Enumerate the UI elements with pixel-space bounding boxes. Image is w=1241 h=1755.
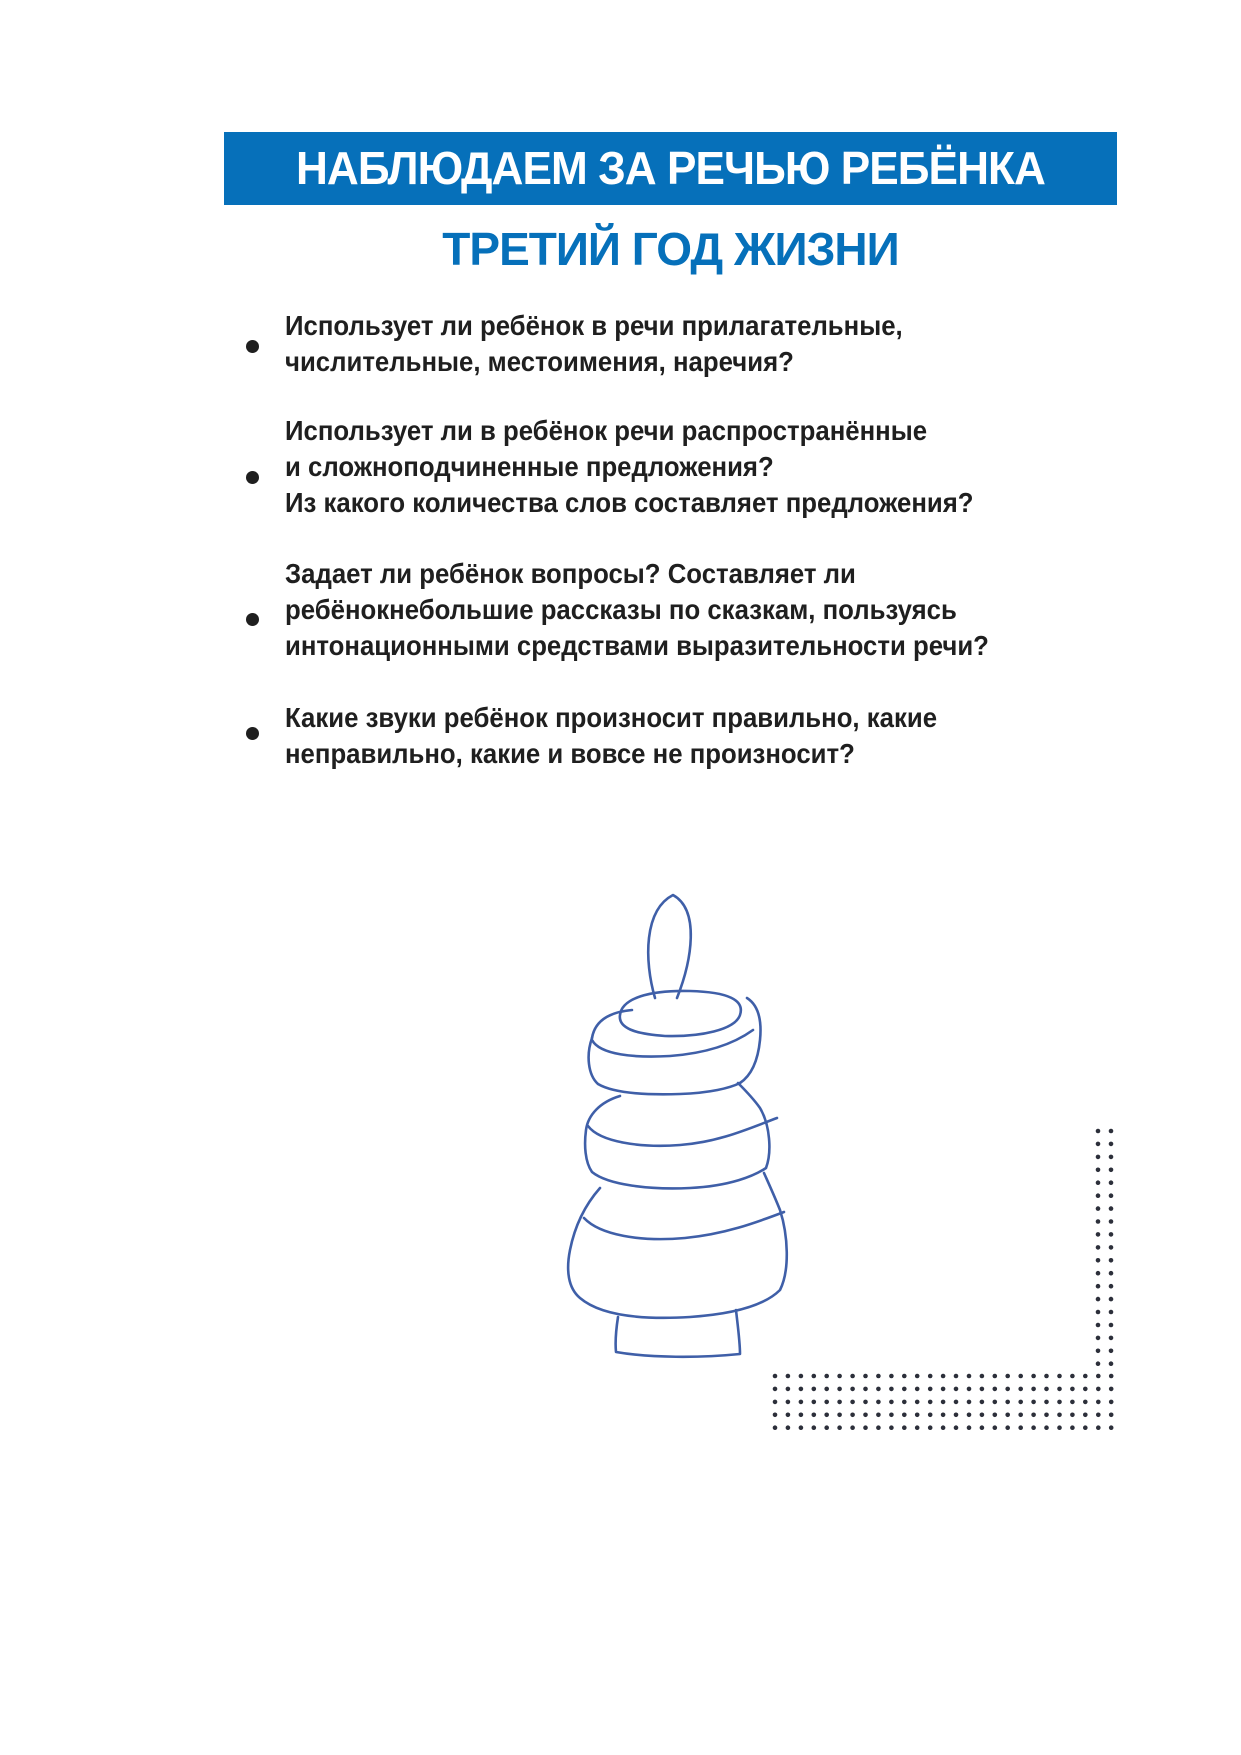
decor-dot bbox=[1018, 1413, 1023, 1418]
decor-dot bbox=[993, 1400, 998, 1405]
page-subtitle: ТРЕТИЙ ГОД ЖИЗНИ bbox=[442, 223, 899, 275]
decor-dot bbox=[941, 1387, 946, 1392]
decor-dot bbox=[1070, 1413, 1075, 1418]
decor-dot bbox=[928, 1413, 933, 1418]
decor-dot bbox=[1109, 1297, 1114, 1302]
decor-dot bbox=[954, 1374, 959, 1379]
decor-dot bbox=[1109, 1168, 1114, 1173]
decor-dot bbox=[812, 1425, 817, 1430]
decor-dot bbox=[967, 1413, 972, 1418]
decor-dot bbox=[1005, 1425, 1010, 1430]
decor-dot bbox=[1044, 1400, 1049, 1405]
decor-dot bbox=[1031, 1413, 1036, 1418]
question-line: интонационными средствами выразительности речи? bbox=[285, 630, 989, 661]
decor-dot bbox=[850, 1413, 855, 1418]
decor-dot bbox=[1057, 1413, 1062, 1418]
question-item bbox=[285, 308, 1145, 380]
question-line: Использует ли ребёнок в речи прилагательные, bbox=[285, 310, 903, 341]
decor-dot bbox=[1096, 1168, 1101, 1173]
decor-dot bbox=[915, 1425, 920, 1430]
question-line: неправильно, какие и вовсе не произносит? bbox=[285, 738, 855, 769]
decor-dot bbox=[799, 1387, 804, 1392]
decor-dot bbox=[837, 1387, 842, 1392]
decor-dot bbox=[889, 1374, 894, 1379]
decor-dot bbox=[824, 1387, 829, 1392]
decor-dot bbox=[941, 1400, 946, 1405]
decor-dot bbox=[941, 1374, 946, 1379]
decor-dot bbox=[1109, 1284, 1114, 1289]
decor-dot bbox=[993, 1413, 998, 1418]
question-item bbox=[285, 700, 1145, 772]
decor-dot bbox=[1096, 1361, 1101, 1366]
decor-dot bbox=[1096, 1349, 1101, 1354]
decor-dot bbox=[876, 1413, 881, 1418]
decor-dot bbox=[1109, 1142, 1114, 1147]
decor-dot bbox=[1096, 1413, 1101, 1418]
decor-dot bbox=[1070, 1387, 1075, 1392]
decor-dot bbox=[863, 1374, 868, 1379]
decor-dot bbox=[928, 1387, 933, 1392]
decor-dot bbox=[1031, 1425, 1036, 1430]
decor-dot bbox=[1109, 1258, 1114, 1263]
question-line: Использует ли в ребёнок речи распространённые bbox=[285, 415, 928, 446]
decor-dot bbox=[1109, 1232, 1114, 1237]
decor-dot bbox=[837, 1400, 842, 1405]
decor-dot bbox=[1044, 1387, 1049, 1392]
decor-dot bbox=[1070, 1425, 1075, 1430]
question-item bbox=[285, 556, 1145, 664]
decor-dot bbox=[1057, 1425, 1062, 1430]
decor-dot bbox=[1096, 1323, 1101, 1328]
decor-dot bbox=[876, 1387, 881, 1392]
decor-dot bbox=[1005, 1400, 1010, 1405]
decor-dot bbox=[902, 1425, 907, 1430]
decor-dot bbox=[902, 1400, 907, 1405]
decor-dot bbox=[1070, 1374, 1075, 1379]
decor-dot bbox=[1018, 1400, 1023, 1405]
decor-dot bbox=[915, 1387, 920, 1392]
decor-dot bbox=[928, 1425, 933, 1430]
decor-dot bbox=[1109, 1271, 1114, 1276]
decor-dot bbox=[1096, 1232, 1101, 1237]
decor-dot bbox=[967, 1400, 972, 1405]
decor-dot bbox=[1096, 1193, 1101, 1198]
decor-dot bbox=[824, 1374, 829, 1379]
question-item bbox=[285, 413, 1145, 521]
decor-dot bbox=[1109, 1129, 1114, 1134]
decor-dot bbox=[980, 1374, 985, 1379]
page-title: НАБЛЮДАЕМ ЗА РЕЧЬЮ РЕБЁНКА bbox=[295, 142, 1045, 194]
bullet-icon bbox=[246, 727, 259, 740]
decor-dot bbox=[863, 1413, 868, 1418]
decor-dot bbox=[1018, 1374, 1023, 1379]
decor-dot bbox=[941, 1413, 946, 1418]
decor-dot bbox=[941, 1425, 946, 1430]
decor-dot bbox=[889, 1400, 894, 1405]
decor-dot bbox=[1096, 1129, 1101, 1134]
decor-dot bbox=[773, 1387, 778, 1392]
decor-dot bbox=[1109, 1387, 1114, 1392]
decor-dot bbox=[1096, 1180, 1101, 1185]
question-line: Задает ли ребёнок вопросы? Составляет ли bbox=[285, 558, 856, 589]
decor-dot bbox=[824, 1425, 829, 1430]
decor-dot bbox=[980, 1413, 985, 1418]
decor-dot bbox=[1044, 1413, 1049, 1418]
decor-dot bbox=[786, 1425, 791, 1430]
decor-dot bbox=[1096, 1219, 1101, 1224]
decor-dot bbox=[812, 1374, 817, 1379]
decor-dot bbox=[850, 1387, 855, 1392]
decor-dot bbox=[863, 1400, 868, 1405]
decor-dot bbox=[1057, 1400, 1062, 1405]
decor-dot bbox=[1109, 1180, 1114, 1185]
decor-dot bbox=[1044, 1374, 1049, 1379]
decor-dot bbox=[954, 1425, 959, 1430]
decor-dot bbox=[1096, 1284, 1101, 1289]
decor-dot bbox=[967, 1425, 972, 1430]
decor-dot bbox=[993, 1387, 998, 1392]
decor-dot bbox=[1096, 1142, 1101, 1147]
decor-dot bbox=[773, 1413, 778, 1418]
decor-dot bbox=[1109, 1193, 1114, 1198]
bullet-icon bbox=[246, 340, 259, 353]
decor-dot bbox=[786, 1400, 791, 1405]
decor-dot bbox=[1109, 1206, 1114, 1211]
decor-dot bbox=[1096, 1155, 1101, 1160]
decor-dot bbox=[1057, 1374, 1062, 1379]
decor-dot bbox=[773, 1425, 778, 1430]
decor-dot bbox=[980, 1400, 985, 1405]
question-line: Из какого количества слов составляет предложения? bbox=[285, 487, 974, 518]
decor-dot bbox=[954, 1413, 959, 1418]
decor-dot bbox=[928, 1374, 933, 1379]
decor-dot bbox=[773, 1400, 778, 1405]
question-line: числительные, местоимения, наречия? bbox=[285, 346, 794, 377]
decor-dot bbox=[812, 1413, 817, 1418]
decor-dot bbox=[837, 1425, 842, 1430]
title-banner bbox=[224, 132, 1117, 205]
decor-dot bbox=[863, 1387, 868, 1392]
decor-dot bbox=[1109, 1400, 1114, 1405]
decor-dot bbox=[1005, 1413, 1010, 1418]
decor-dot bbox=[1096, 1258, 1101, 1263]
decor-dot bbox=[1109, 1425, 1114, 1430]
decor-dot bbox=[1109, 1413, 1114, 1418]
question-line: Какие звуки ребёнок произносит правильно, какие bbox=[285, 702, 938, 733]
decor-dot bbox=[876, 1400, 881, 1405]
decor-dot bbox=[1096, 1400, 1101, 1405]
decor-dot bbox=[1109, 1219, 1114, 1224]
decor-dot bbox=[889, 1387, 894, 1392]
decor-dot bbox=[1096, 1245, 1101, 1250]
decor-dot bbox=[889, 1413, 894, 1418]
decor-dot bbox=[954, 1400, 959, 1405]
decor-dot bbox=[824, 1400, 829, 1405]
bullet-icon bbox=[246, 471, 259, 484]
decor-dot bbox=[1096, 1425, 1101, 1430]
decor-dot bbox=[1031, 1400, 1036, 1405]
bullet-icon bbox=[246, 613, 259, 626]
decor-dot bbox=[850, 1400, 855, 1405]
decor-dot bbox=[1018, 1387, 1023, 1392]
decor-dot bbox=[1083, 1387, 1088, 1392]
decor-dot bbox=[799, 1374, 804, 1379]
decor-dot bbox=[993, 1374, 998, 1379]
decor-dot bbox=[915, 1413, 920, 1418]
decor-dot bbox=[1031, 1374, 1036, 1379]
decor-dot bbox=[902, 1413, 907, 1418]
decor-dot bbox=[1109, 1323, 1114, 1328]
question-line: и сложноподчиненные предложения? bbox=[285, 451, 774, 482]
decor-dot bbox=[928, 1400, 933, 1405]
decor-dot bbox=[902, 1374, 907, 1379]
decor-dot bbox=[876, 1425, 881, 1430]
decor-dot bbox=[967, 1387, 972, 1392]
decor-dot bbox=[915, 1400, 920, 1405]
question-line: ребёнокнебольшие рассказы по сказкам, пользуясь bbox=[285, 594, 957, 625]
decor-dot bbox=[954, 1387, 959, 1392]
decor-dot bbox=[812, 1400, 817, 1405]
decor-dot bbox=[889, 1425, 894, 1430]
decor-dot bbox=[812, 1387, 817, 1392]
decor-dot bbox=[1083, 1413, 1088, 1418]
decor-dot bbox=[799, 1400, 804, 1405]
decor-dot bbox=[1018, 1425, 1023, 1430]
decor-dot bbox=[837, 1413, 842, 1418]
decor-dot bbox=[863, 1425, 868, 1430]
decor-dot bbox=[1005, 1387, 1010, 1392]
decor-dot bbox=[799, 1413, 804, 1418]
decor-dot bbox=[980, 1387, 985, 1392]
decor-dot bbox=[1109, 1336, 1114, 1341]
decor-dot bbox=[1005, 1374, 1010, 1379]
decor-dot bbox=[993, 1425, 998, 1430]
decor-dot bbox=[1109, 1349, 1114, 1354]
decor-dot bbox=[1083, 1400, 1088, 1405]
decor-dot bbox=[786, 1374, 791, 1379]
decor-dot bbox=[786, 1387, 791, 1392]
decor-dot bbox=[915, 1374, 920, 1379]
stacking-rings-pyramid-icon bbox=[540, 880, 800, 1360]
decor-dot bbox=[773, 1374, 778, 1379]
decor-dot bbox=[876, 1374, 881, 1379]
decor-dot bbox=[1096, 1336, 1101, 1341]
decor-dot bbox=[850, 1425, 855, 1430]
decor-dot bbox=[1096, 1387, 1101, 1392]
decor-dot bbox=[850, 1374, 855, 1379]
decor-dot bbox=[1044, 1425, 1049, 1430]
decor-dot bbox=[799, 1425, 804, 1430]
decor-dot bbox=[837, 1374, 842, 1379]
decor-dot bbox=[1109, 1155, 1114, 1160]
decor-dot bbox=[824, 1413, 829, 1418]
decor-dot bbox=[1083, 1374, 1088, 1379]
decor-dot bbox=[1109, 1361, 1114, 1366]
decor-dot bbox=[1096, 1297, 1101, 1302]
decor-dot bbox=[1031, 1387, 1036, 1392]
decor-dot bbox=[1083, 1425, 1088, 1430]
decor-dot bbox=[1070, 1400, 1075, 1405]
decor-dot bbox=[1109, 1310, 1114, 1315]
decor-dot bbox=[786, 1413, 791, 1418]
decor-dot bbox=[967, 1374, 972, 1379]
decor-dot bbox=[1096, 1206, 1101, 1211]
decor-dot bbox=[1096, 1271, 1101, 1276]
decor-dot bbox=[980, 1425, 985, 1430]
decor-dot bbox=[902, 1387, 907, 1392]
decor-dot bbox=[1057, 1387, 1062, 1392]
decor-dot bbox=[1109, 1374, 1114, 1379]
decor-dot bbox=[1096, 1374, 1101, 1379]
decor-dot bbox=[1096, 1310, 1101, 1315]
decor-dot bbox=[1109, 1245, 1114, 1250]
